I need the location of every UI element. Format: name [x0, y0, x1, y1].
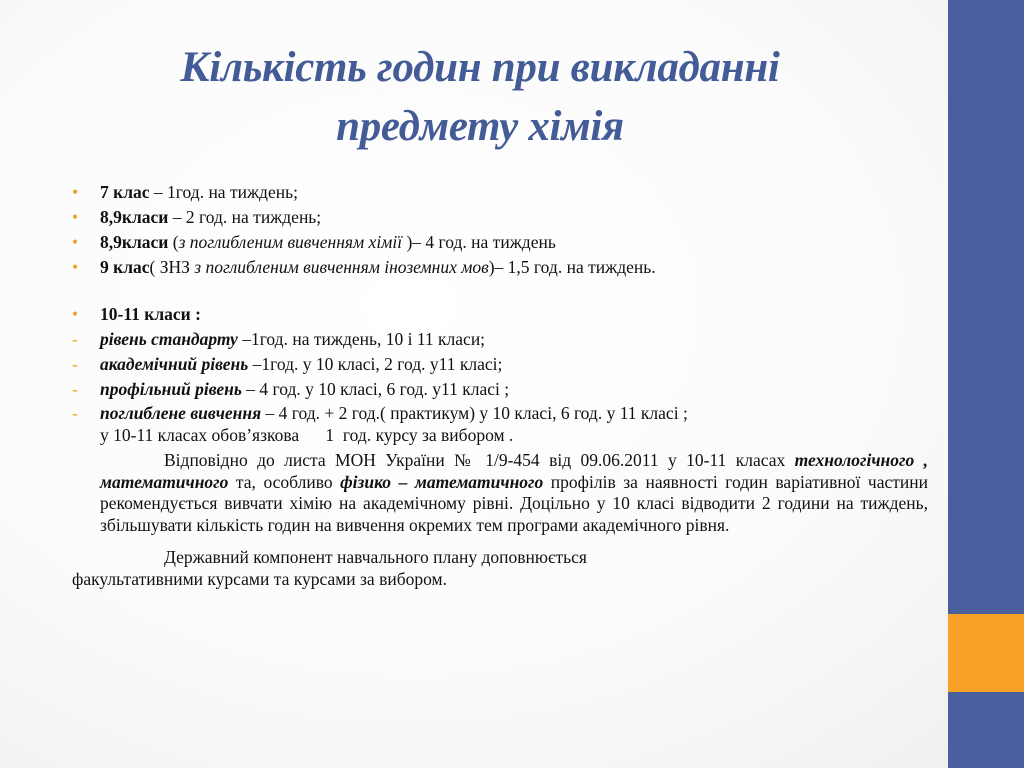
closing-line-1: Державний компонент навчального плану доповнюється — [164, 547, 587, 567]
bullet-grade: 8,9класи — [100, 232, 169, 252]
level-name: академічний рівень — [100, 354, 249, 374]
bullet-grade: 7 клас — [100, 182, 150, 202]
dash-item — [72, 402, 932, 446]
dash-item — [72, 377, 932, 402]
level-text: – 4 год. у 10 класі, 6 год. у11 класі ; — [241, 379, 510, 399]
bullet-dot-icon: • — [72, 182, 79, 202]
para-text-3: профілів за наявності годин варіативної частини рекомендується вивчати хімію на академічному рівні. Доцільно у 10 класі відводити 2 години на тиждень, збільшувати кількість годин на вивчення окремих тем програми академічного рівня. — [100, 471, 928, 535]
bullet-text: – 2 год. на тиждень; — [168, 207, 322, 227]
level-name: профільний рівень — [100, 379, 242, 399]
bullet-grade: 8,9класи — [100, 207, 169, 227]
dash-item — [72, 352, 932, 377]
dash-icon: - — [72, 354, 78, 374]
recommendation-paragraph — [100, 450, 928, 536]
bullet-item — [72, 205, 932, 230]
bullet-text-post: )– 4 год. на тиждень — [406, 232, 556, 252]
bullet-dot-icon: • — [72, 257, 79, 277]
closing-paragraph — [72, 546, 932, 590]
dash-item — [72, 327, 932, 352]
bullet-dot-icon: • — [72, 232, 79, 252]
level-name: рівень стандарту — [100, 329, 238, 349]
dash-icon: - — [72, 329, 78, 349]
para-text-1: Відповідно до листа МОН України № 1/9-454 від 09.06.2011 у 10-11 класах — [164, 450, 795, 470]
bullet-text-pre: ( — [168, 232, 179, 252]
bullet-text-post: )– 1,5 год. на тиждень. — [488, 257, 656, 277]
bullet-item — [72, 230, 932, 255]
bullet-grade: 9 клас — [100, 257, 150, 277]
bullet-item — [72, 255, 932, 280]
slide-title — [70, 38, 890, 156]
bullet-text-italic: з поглибленим вивченням іноземних мов — [194, 257, 489, 277]
closing-line-2: факультативними курсами та курсами за вибором. — [72, 569, 447, 589]
bullet-dot-icon: • — [72, 304, 79, 324]
para-text-2: та, особливо — [228, 471, 341, 492]
level-text: –1год. у 10 класі, 2 год. у11 класі; — [248, 354, 503, 374]
para-profiles-2: фізико – математичного — [340, 471, 544, 492]
level-text: – 4 год. + 2 год.( практикум) у 10 класі, 6 год. у 11 класі ; — [261, 403, 688, 423]
bullet-item — [72, 180, 932, 205]
title-line-2: предмету хімія — [336, 103, 624, 150]
slide-body — [72, 180, 932, 590]
level-text-line2: у 10-11 класах обов’язкова 1 год. курсу за вибором . — [100, 425, 514, 445]
bullet-heading: 10-11 класи : — [100, 304, 201, 324]
bullet-text-pre: ( ЗНЗ — [149, 257, 195, 277]
title-line-1: Кількість годин при викладанні — [180, 44, 780, 91]
bullet-dot-icon: • — [72, 207, 79, 227]
level-text: –1год. на тиждень, 10 і 11 класи; — [237, 329, 486, 349]
dash-icon: - — [72, 379, 78, 399]
level-name: поглиблене вивчення — [100, 403, 262, 423]
dash-icon: - — [72, 403, 78, 423]
spacer — [72, 280, 932, 302]
bullet-item — [72, 302, 932, 327]
para-profiles-1: технологічного , математичного — [100, 450, 928, 492]
sidebar-accent-block — [948, 614, 1024, 692]
bullet-text-italic: з поглибленим вивченням хімії — [178, 232, 407, 252]
bullet-text: – 1год. на тиждень; — [149, 182, 298, 202]
